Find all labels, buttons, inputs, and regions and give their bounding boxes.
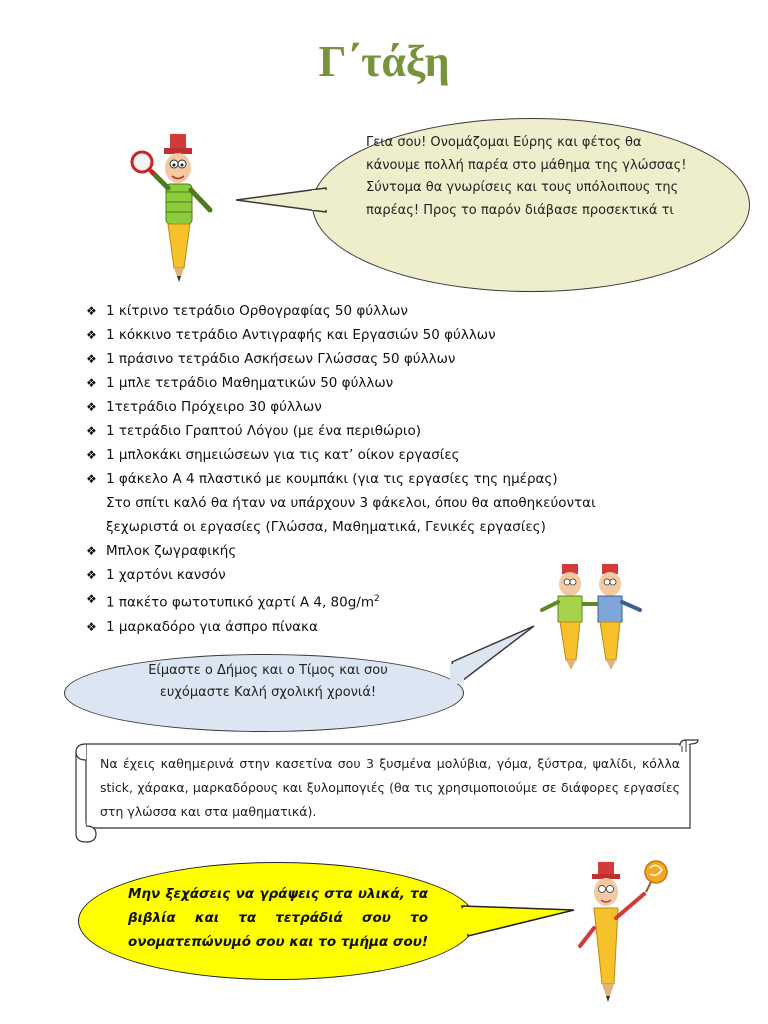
bullet-diamond-icon: ❖ bbox=[86, 544, 97, 558]
list-item bbox=[86, 323, 686, 347]
pencil-characters-pair-icon bbox=[540, 560, 646, 672]
speech-bubble-greeting-tail bbox=[450, 626, 534, 686]
superscript: 2 bbox=[373, 594, 380, 604]
speech-bubble-reminder-tail bbox=[462, 900, 574, 950]
page-title: Γ΄τάξη bbox=[318, 37, 450, 86]
folder-note-line: ξεχωριστά οι εργασίες (Γλώσσα, Μαθηματικά, Γενικές εργασίες) bbox=[106, 519, 546, 535]
list-item-text: 1 φάκελο Α 4 πλαστικό με κουμπάκι (για τις εργασίες της ημέρας) bbox=[106, 471, 558, 487]
list-item-text: 1 μπλοκάκι σημειώσεων για τις κατ’ οίκον εργασίες bbox=[106, 447, 460, 463]
bullet-diamond-icon: ❖ bbox=[86, 472, 97, 486]
bullet-diamond-icon: ❖ bbox=[86, 592, 97, 606]
list-item bbox=[86, 467, 686, 491]
list-item-text: 1 πράσινο τετράδιο Ασκήσεων Γλώσσας 50 φύλλων bbox=[106, 351, 456, 367]
list-item-text: 1 χαρτόνι κανσόν bbox=[106, 567, 226, 583]
bullet-diamond-icon: ❖ bbox=[86, 376, 97, 390]
list-item-text: 1τετράδιο Πρόχειρο 30 φύλλων bbox=[106, 399, 322, 415]
speech-greeting-text: Είμαστε ο Δήμος και ο Τίμος και σου ευχόμαστε Καλή σχολική χρονιά! bbox=[148, 663, 388, 700]
list-item bbox=[86, 395, 686, 419]
list-item-text: 1 τετράδιο Γραπτού Λόγου (με ένα περιθώριο) bbox=[106, 423, 421, 439]
list-item bbox=[86, 347, 686, 371]
pencil-case-note: Να έχεις καθημερινά στην κασετίνα σου 3 ξυσμένα μολύβια, γόμα, ξύστρα, ψαλίδι, κόλλα stick, χάρακα, μαρκαδόρους και ξυλομπογιές (θα τις χρησιμοποιούμε σε διάφορες εργασίες στη γλώσσα και στα μαθηματικά). bbox=[100, 756, 680, 819]
bullet-diamond-icon: ❖ bbox=[86, 568, 97, 582]
speech-intro-text: Γεια σου! Ονομάζομαι Εύρης και φέτος θα κάνουμε πολλή παρέα στο μάθημα της γλώσσας! Σύντομα θα γνωρίσεις και τους υπόλοιπους της παρέας! Προς το παρόν διάβασε προσεκτικά τι bbox=[366, 135, 687, 218]
bullet-diamond-icon: ❖ bbox=[86, 328, 97, 342]
bullet-diamond-icon: ❖ bbox=[86, 352, 97, 366]
list-item-text: 1 κίτρινο τετράδιο Ορθογραφίας 50 φύλλων bbox=[106, 303, 408, 319]
bullet-diamond-icon: ❖ bbox=[86, 448, 97, 462]
list-item-text: Μπλοκ ζωγραφικής bbox=[106, 543, 237, 559]
bullet-diamond-icon: ❖ bbox=[86, 304, 97, 318]
list-item bbox=[86, 371, 686, 395]
list-item-text: 1 μαρκαδόρο για άσπρο πίνακα bbox=[106, 618, 318, 635]
list-item bbox=[86, 443, 686, 467]
folder-note-line: Στο σπίτι καλό θα ήταν να υπάρχουν 3 φάκελοι, όπου θα αποθηκεύονται bbox=[106, 495, 596, 511]
speech-bubble-intro-tail bbox=[236, 182, 326, 222]
pencil-character-lollipop-icon bbox=[572, 858, 682, 1008]
list-item-text: 1 κόκκινο τετράδιο Αντιγραφής και Εργασιών 50 φύλλων bbox=[106, 327, 496, 343]
list-item-text: 1 πακέτο φωτοτυπικό χαρτί Α 4, 80g/m bbox=[106, 594, 374, 611]
list-item-text: 1 μπλε τετράδιο Μαθηματικών 50 φύλλων bbox=[106, 375, 394, 391]
bullet-diamond-icon: ❖ bbox=[86, 400, 97, 414]
bullet-diamond-icon: ❖ bbox=[86, 424, 97, 438]
pencil-character-magnifier-icon bbox=[128, 128, 228, 284]
bullet-diamond-icon: ❖ bbox=[86, 619, 97, 634]
list-item bbox=[86, 299, 686, 323]
list-item bbox=[86, 419, 686, 443]
speech-reminder-text: Μην ξεχάσεις να γράψεις στα υλικά, τα βιβλία και τα τετράδιά σου το ονοματεπώνυμό σου και το τμήμα σου! bbox=[128, 886, 428, 950]
